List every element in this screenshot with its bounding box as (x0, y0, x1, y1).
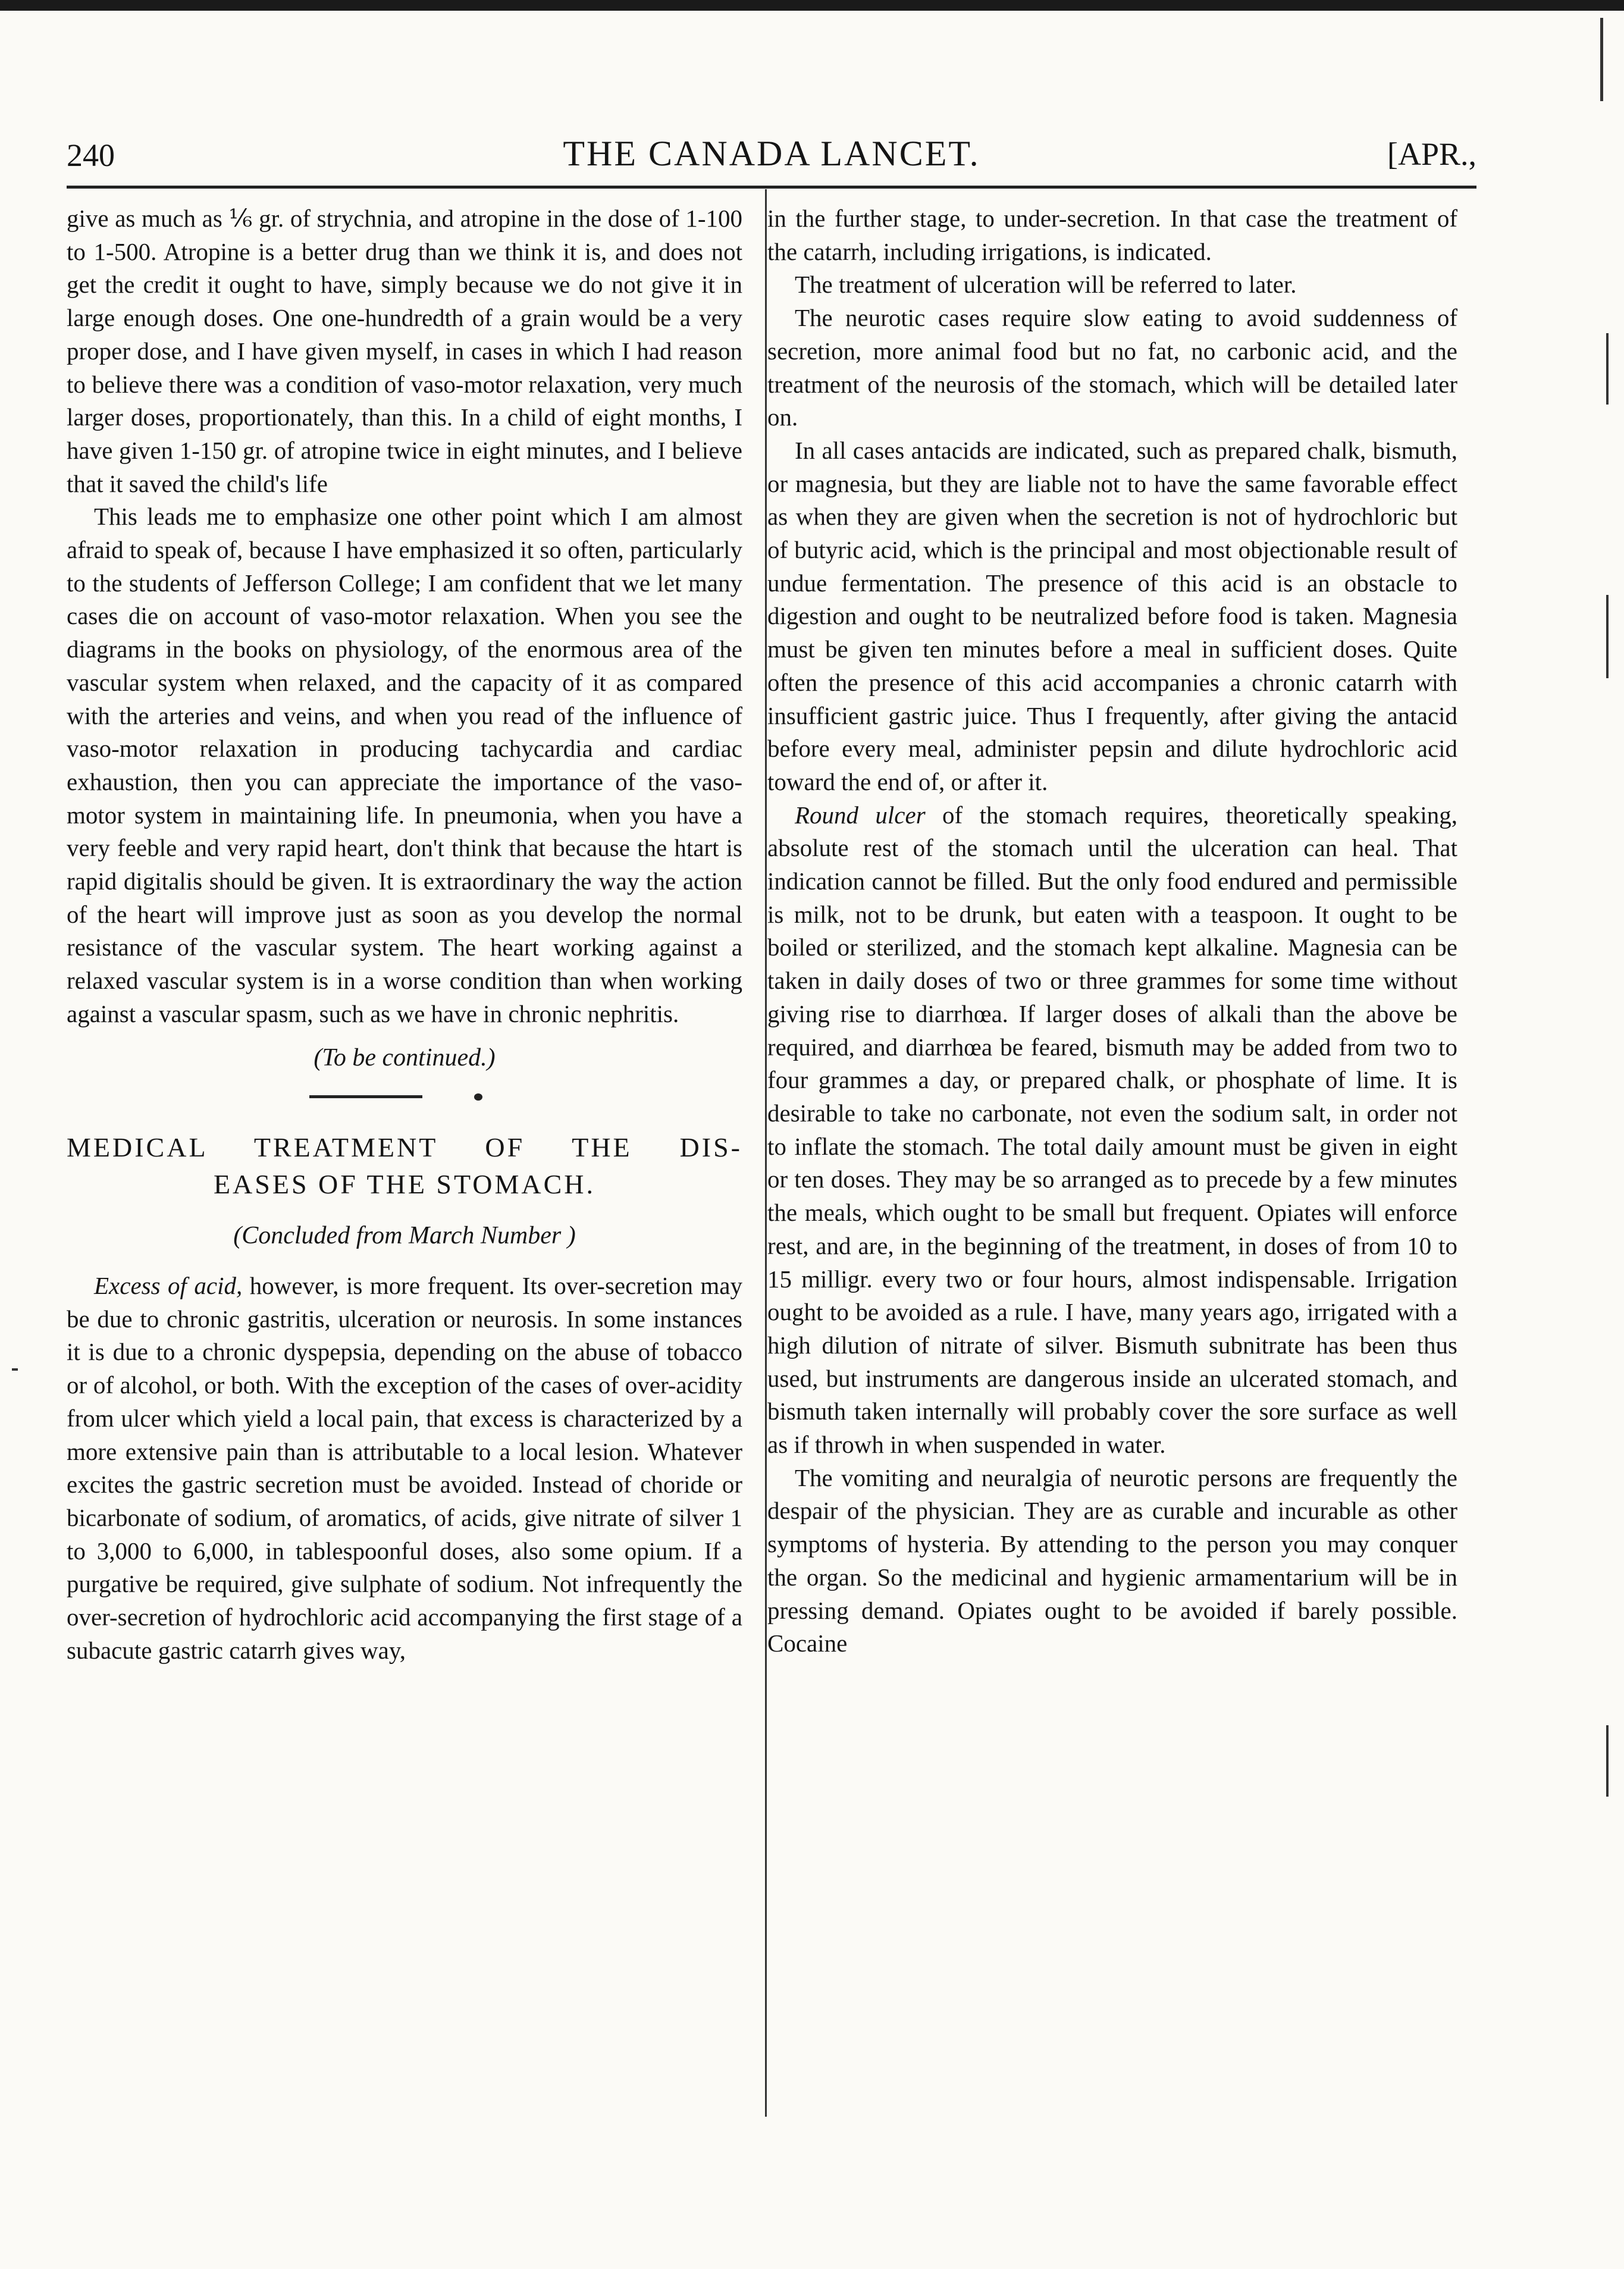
paragraph-text: of the stomach requires, theoretically speaking, absolute rest of the stomach until the ulceration can heal. That indication cannot be filled. But the only food endured and permissible is milk, not to be drunk, but eaten with a teaspoon. It ought to be boiled or sterilized, and the stomach kept alkaline. Magnesia can be taken in daily doses of two or three grammes for some time without giving rise to diarrhœa. If larger doses of alkali than the above be required, and diarrhœa be feared, bismuth may be added from two to four grammes a day, or prepared chalk, or phosphate of lime. It is desirable to take no carbonate, not even the sodium salt, in order not to inflate the stomach. The total daily amount must be given in eight or ten doses. They may be so arranged as to precede by a few minutes the meals, which ought to be small but frequent. Opiates will enforce rest, and are, in the beginning of the treatment, in doses of from 10 to 15 milligr. every two or four hours, almost indispensable. Irrigation ought to be avoided as a rule. I have, many years ago, irrigated with a high dilution of nitrate of silver. Bismuth subnitrate has been thus used, but instruments are dangerous inside an ulcerated stomach, and bismuth taken internally will probably cover the sore surface as well as if throwh in when suspended in water. (767, 801, 1457, 1459)
page-number: 240 (67, 137, 115, 173)
paragraph: The treatment of ulceration will be referred to later. (795, 271, 1297, 299)
paragraph-text: however, is more frequent. Its over-secretion may be due to chronic gastritis, ulceration or neurosis. In some instances it is due to a chronic dyspepsia, depending on the abuse of tobacco or of alcohol, or both. With the exception of the cases of over-acidity from ulcer which yield a local pain, that excess is characterized by a more extensive pain than is attributable to a local lesion. Whatever excites the gastric secretion must be avoided. Instead of choride or bicarbonate of sodium, of aromatics, of acids, give nitrate of silver 1 to 3,000 to 6,000, in tablespoonful doses, also some opium. If a purgative be required, give sulphate of sodium. Not infrequently the over-secretion of hydrochloric acid accompanying the first stage of a subacute gastric catarrh gives way, (67, 1271, 743, 1664)
to-be-continued: (To be continued.) (313, 1043, 496, 1071)
right-column (767, 202, 1457, 1660)
paragraph: The vomiting and neuralgia of neurotic persons are frequently the despair of the physician. They are as curable and incurable as other symptoms of hysteria. By attending to the person you may conquer the organ. So the medicinal and hygienic armamentarium will be in pressing demand. Opiates ought to be avoided if barely possible. Cocaine (767, 1463, 1457, 1657)
column-divider (765, 189, 767, 2117)
article-heading-line2: EASES OF THE STOMACH. (213, 1169, 596, 1200)
section-ornament (67, 1074, 742, 1116)
paragraph: In all cases antacids are indicated, such as prepared chalk, bismuth, or magnesia, but they are liable not to have the same favorable effect as when they are given when the secretion is not of hydrochloric but of butyric acid, which is the principal and most objectionable result of undue fermentation. The presence of this acid is an obstacle to digestion and ought to be neutralized before food is taken. Magnesia must be given ten minutes before a meal in sufficient doses. Quite often the presence of this acid accompanies a chronic catarrh with insufficient gastric juice. Thus I frequently, after giving the antacid before every meal, administer pepsin and dilute hydrochloric acid toward the end of, or after it. (767, 436, 1457, 795)
issue-month: [APR., (1387, 136, 1476, 172)
header-rule (67, 186, 1476, 189)
left-column (67, 202, 742, 1667)
paragraph-lead: Excess of acid, (94, 1271, 243, 1299)
paragraph (767, 799, 1457, 1462)
scan-edge-mark (1606, 1725, 1609, 1797)
paragraph: give as much as ⅙ gr. of strychnia, and atropine in the dose of 1-100 to 1-500. Atropine is a better drug than we think it is, and does not get the credit it ought to have, simply because we do not give it in large enough doses. One one-hundredth of a grain would be a very proper dose, and I have given myself, in cases in which I had reason to believe there was a condition of vaso-motor relaxation, very much larger doses, proportionately, than this. In a child of eight months, I have given 1-150 gr. of atropine twice in eight minutes, and I believe that it saved the child's life (67, 205, 742, 497)
scan-edge-mark (1600, 18, 1603, 101)
scan-speck (12, 1368, 18, 1371)
article-heading-line1: MEDICAL TREATMENT OF THE DIS- (67, 1132, 742, 1163)
journal-title: THE CANADA LANCET. (563, 134, 980, 173)
paragraph: This leads me to emphasize one other point which I am almost afraid to speak of, because I have emphasized it so often, particularly to the students of Jefferson College; I am confident that we let many cases die on account of vaso-motor relaxation. When you see the diagrams in the books on physiology, of the enormous area of the vascular system when relaxed, and the capacity of it as compared with the arteries and veins, and when you read of the influence of vaso-motor relaxation in producing tachycardia and cardiac exhaustion, then you can appreciate the importance of the vaso-motor system in maintaining life. In pneumonia, when you have a very feeble and very rapid heart, don't think that because the htart is rapid digitalis should be given. It is extraordinary the way the action of the heart will improve just as soon as you develop the normal resistance of the vascular system. The heart working against a relaxed vascular system is in a worse condition than when working against a vascular spasm, such as we have in chronic nephritis. (67, 503, 742, 1027)
scan-edge-mark (1606, 595, 1609, 678)
article-heading (67, 1129, 742, 1203)
page-header (67, 131, 1476, 178)
paragraph: The neurotic cases require slow eating to avoid suddenness of secretion, more animal food but no fat, no carbonic acid, and the treatment of the neurosis of the stomach, which will be detailed later on. (767, 304, 1457, 431)
article-subheading: (Concluded from March Number ) (233, 1222, 576, 1250)
scan-top-edge (0, 0, 1624, 11)
paragraph-lead: Round ulcer (795, 801, 926, 829)
scan-edge-mark (1606, 333, 1609, 405)
paragraph: in the further stage, to under-secretion. In that case the treatment of the catarrh, including irrigations, is indicated. (767, 205, 1457, 265)
paragraph (67, 1270, 742, 1667)
